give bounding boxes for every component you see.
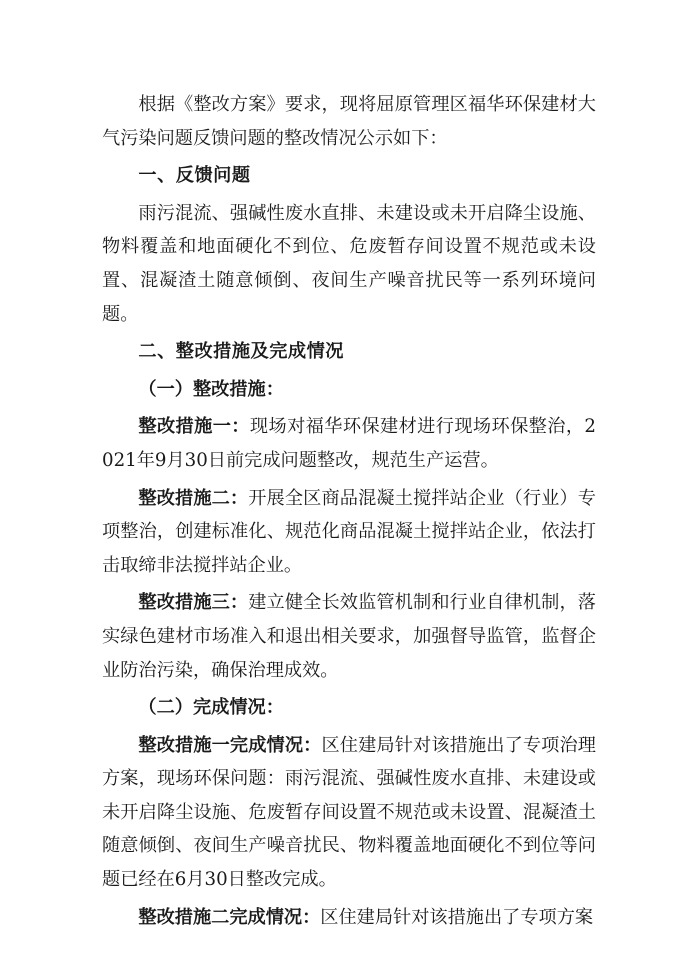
- section-1-body: 雨污混流、强碱性废水直排、未建设或未开启降尘设施、物料覆盖和地面硬化不到位、危废暂存间设置不规范或未设置、混凝渣土随意倾倒、夜间生产噪音扰民等一系列环境问题。: [102, 202, 596, 325]
- measure-2-paragraph: [102, 482, 596, 583]
- document-body: [102, 88, 596, 934]
- measure-1-paragraph: [102, 410, 596, 477]
- measure-3-label: 整改措施三：: [138, 592, 249, 614]
- completion-2-label: 整改措施二完成情况：: [138, 906, 321, 928]
- completion-1-paragraph: [102, 729, 596, 897]
- measure-3-paragraph: [102, 586, 596, 687]
- measure-2-label: 整改措施二：: [138, 487, 249, 509]
- completion-heading: （二）完成情况：: [138, 697, 284, 719]
- completion-2-paragraph: [102, 901, 596, 935]
- measures-heading: （一）整改措施：: [138, 378, 284, 400]
- intro-paragraph: 根据《整改方案》要求，现将屈原管理区福华环保建材大气污染问题反馈问题的整改情况公示如下：: [102, 94, 596, 149]
- section-1-heading: 一、反馈问题: [138, 165, 251, 187]
- measure-1-label: 整改措施一：: [138, 416, 250, 438]
- measure-2-text: 开展全区商品混凝土搅拌站企业（行业）专项整治，创建标准化、规范化商品混凝土搅拌站企业，依法打击取缔非法搅拌站企业。: [102, 487, 596, 576]
- measure-3-text: 建立健全长效监管机制和行业自律机制，落实绿色建材市场准入和退出相关要求，加强督导监管，监督企业防治污染，确保治理成效。: [102, 592, 596, 681]
- completion-1-text: 区住建局针对该措施出了专项治理方案，现场环保问题：雨污混流、强碱性废水直排、未建设或未开启降尘设施、危废暂存间设置不规范或未设置、混凝渣土随意倾倒、夜间生产噪音扰民、物料覆盖地面硬化不到位等问题已经在6月30日整改完成。: [102, 734, 596, 891]
- measure-1-text: 现场对福华环保建材进行现场环保整治，2021年9月30日前完成问题整改，规范生产运营。: [102, 416, 596, 471]
- section-2-heading: 二、整改措施及完成情况: [138, 341, 344, 363]
- completion-1-label: 整改措施一完成情况：: [138, 734, 322, 756]
- completion-2-text: 区住建局针对该措施出了专项方案: [320, 906, 594, 928]
